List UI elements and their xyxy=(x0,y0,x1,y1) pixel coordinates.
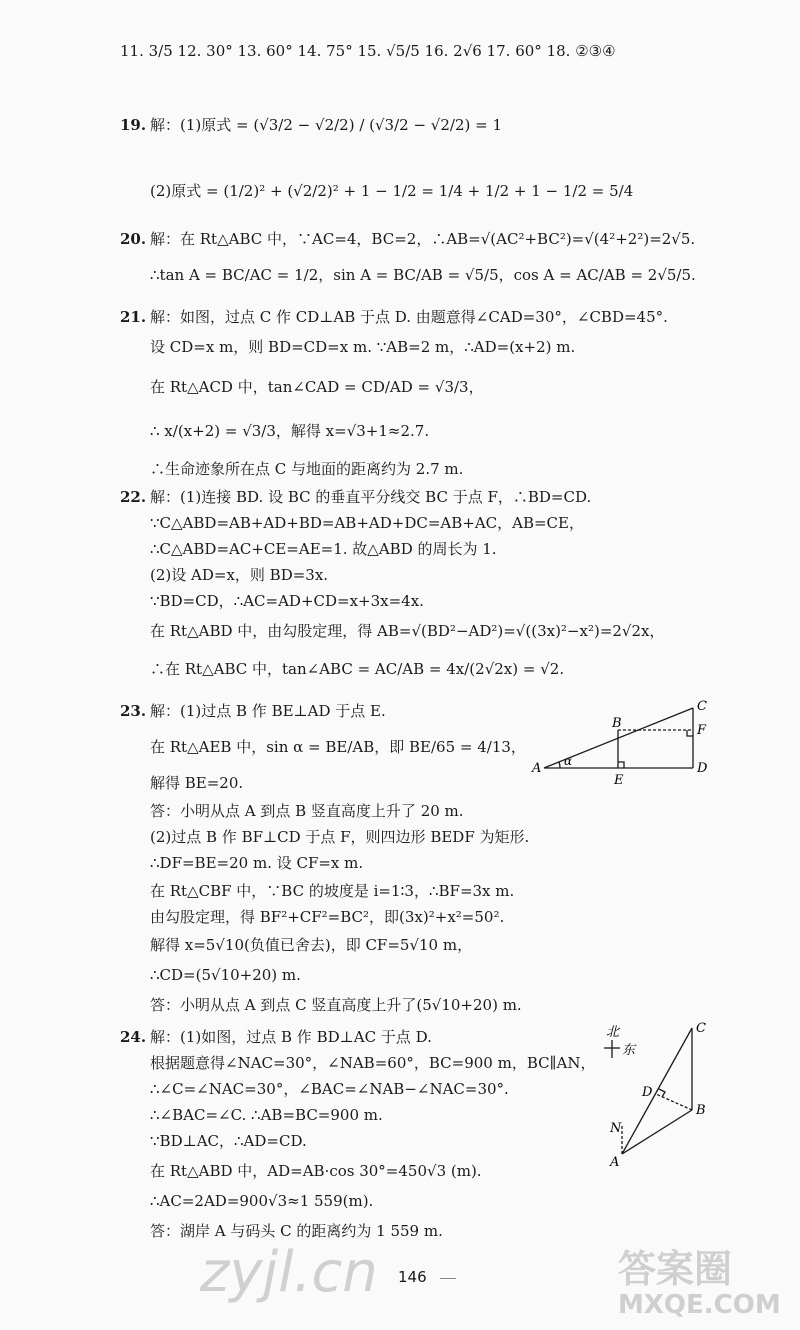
q23-line-6: ∴DF=BE=20 m. 设 CF=x m. xyxy=(150,854,364,872)
q24-line-4: ∴∠BAC=∠C. ∴AB=BC=900 m. xyxy=(150,1106,383,1124)
q23-line-3: 解得 BE=20. xyxy=(150,774,244,792)
page-number-dash xyxy=(440,1278,456,1279)
q21-line-4: ∴ x/(x+2) = √3/3，解得 x=√3+1≈2.7. xyxy=(150,422,430,440)
fig23-right-angle-E xyxy=(618,762,624,768)
q21-line-5: ∴生命迹象所在点 C 与地面的距离约为 2.7 m. xyxy=(150,460,464,478)
q24-line-6: 在 Rt△ABD 中，AD=AB·cos 30°=450√3 (m). xyxy=(150,1162,482,1180)
q24-line-8: 答：湖岸 A 与码头 C 的距离约为 1 559 m. xyxy=(150,1222,443,1240)
figure-q24 xyxy=(596,1020,716,1170)
page-number: 146 xyxy=(398,1268,427,1286)
q22-line-4: (2)设 AD=x，则 BD=3x. xyxy=(150,566,329,584)
fig23-label-B: B xyxy=(612,716,622,731)
q22-line-7: ∴在 Rt△ABC 中，tan∠ABC = AC/AB = 4x/(2√2x) = √2. xyxy=(150,660,565,678)
q19-line-2: (2)原式 = (1/2)² + (√2/2)² + 1 − 1/2 = 1/4 + 1/2 + 1 − 1/2 = 5/4 xyxy=(150,182,634,200)
q22-line-1: 解：(1)连接 BD. 设 BC 的垂直平分线交 BC 于点 F，∴BD=CD. xyxy=(150,488,592,506)
fig24-label-D: D xyxy=(642,1085,653,1100)
q23-line-9: 解得 x=5√10(负值已舍去)，即 CF=5√10 m， xyxy=(150,936,473,954)
q22-line-2: ∵C△ABD=AB+AD+BD=AB+AD+DC=AB+AC，AB=CE， xyxy=(150,514,584,532)
watermark-right-top: 答案圈 xyxy=(618,1247,733,1291)
q22-number: 22. xyxy=(120,488,147,506)
q24-line-5: ∵BD⊥AC，∴AD=CD. xyxy=(150,1132,307,1150)
q21-number: 21. xyxy=(120,308,147,326)
fig24-label-N: N xyxy=(610,1121,622,1136)
q24-number: 24. xyxy=(120,1028,147,1046)
fig24-label-A: A xyxy=(610,1155,620,1170)
fig23-right-angle-F xyxy=(687,730,693,736)
fig23-label-alpha: α xyxy=(564,754,573,768)
q19-number: 19. xyxy=(120,116,147,134)
fig23-label-F: F xyxy=(697,723,707,738)
answers-top: 11. 3/5 12. 30° 13. 60° 14. 75° 15. √5/5 16. 2√6 17. 60° 18. ②③④ xyxy=(120,42,616,60)
fig23-label-D: D xyxy=(697,761,708,776)
fig23-label-C: C xyxy=(697,700,707,714)
q24-line-3: ∴∠C=∠NAC=30°，∠BAC=∠NAB−∠NAC=30°. xyxy=(150,1080,509,1098)
q19-line-1: 解：(1)原式 = (√3/2 − √2/2) / (√3/2 − √2/2) = 1 xyxy=(150,116,503,134)
fig24-line-AB xyxy=(622,1110,692,1154)
q23-line-1: 解：(1)过点 B 作 BE⊥AD 于点 E. xyxy=(150,702,386,720)
q21-line-3: 在 Rt△ACD 中，tan∠CAD = CD/AD = √3/3， xyxy=(150,378,484,396)
q21-line-1: 解：如图，过点 C 作 CD⊥AB 于点 D. 由题意得∠CAD=30°，∠CBD=45°. xyxy=(150,308,668,326)
q23-number: 23. xyxy=(120,702,147,720)
fig24-label-C: C xyxy=(696,1021,706,1036)
watermark-right-bottom: MXQE.COM xyxy=(618,1290,781,1320)
q24-line-7: ∴AC=2AD=900√3≈1 559(m). xyxy=(150,1192,374,1210)
q24-line-2: 根据题意得∠NAC=30°，∠NAB=60°，BC=900 m，BC∥AN， xyxy=(150,1054,596,1072)
q23-line-7: 在 Rt△CBF 中，∵BC 的坡度是 i=1∶3，∴BF=3x m. xyxy=(150,882,515,900)
q22-line-5: ∵BD=CD，∴AC=AD+CD=x+3x=4x. xyxy=(150,592,424,610)
q23-line-5: (2)过点 B 作 BF⊥CD 于点 F，则四边形 BEDF 为矩形. xyxy=(150,828,530,846)
q23-line-2: 在 Rt△AEB 中，sin α = BE/AB，即 BE/65 = 4/13， xyxy=(150,738,526,756)
fig24-label-north: 北 xyxy=(606,1025,620,1040)
q20-line-1: 解：在 Rt△ABC 中，∵AC=4，BC=2，∴AB=√(AC²+BC²)=√(4²+2²)=2√5. xyxy=(150,230,696,248)
q23-line-10: ∴CD=(5√10+20) m. xyxy=(150,966,301,984)
q21-line-2: 设 CD=x m，则 BD=CD=x m. ∵AB=2 m，∴AD=(x+2) m. xyxy=(150,338,576,356)
q20-number: 20. xyxy=(120,230,147,248)
fig24-line-BD xyxy=(656,1094,692,1110)
fig23-label-E: E xyxy=(614,773,624,788)
fig24-label-B: B xyxy=(696,1103,706,1118)
fig23-label-A: A xyxy=(532,761,542,776)
q22-line-3: ∴C△ABD=AC+CE=AE=1. 故△ABD 的周长为 1. xyxy=(150,540,497,558)
fig24-label-east: 东 xyxy=(622,1043,636,1058)
watermark-left: zyjl.cn xyxy=(200,1240,378,1305)
q22-line-6: 在 Rt△ABD 中，由勾股定理，得 AB=√(BD²−AD²)=√((3x)²−x²)=2√2x， xyxy=(150,622,665,640)
q24-line-1: 解：(1)如图，过点 B 作 BD⊥AC 于点 D. xyxy=(150,1028,432,1046)
q23-line-4: 答：小明从点 A 到点 B 竖直高度上升了 20 m. xyxy=(150,802,464,820)
q20-line-2: ∴tan A = BC/AC = 1/2，sin A = BC/AB = √5/5，cos A = AC/AB = 2√5/5. xyxy=(150,266,696,284)
q23-line-8: 由勾股定理，得 BF²+CF²=BC²，即(3x)²+x²=50². xyxy=(150,908,505,926)
figure-q23 xyxy=(530,700,720,790)
fig23-angle-alpha-arc xyxy=(559,762,560,768)
q23-line-11: 答：小明从点 A 到点 C 竖直高度上升了(5√10+20) m. xyxy=(150,996,522,1014)
